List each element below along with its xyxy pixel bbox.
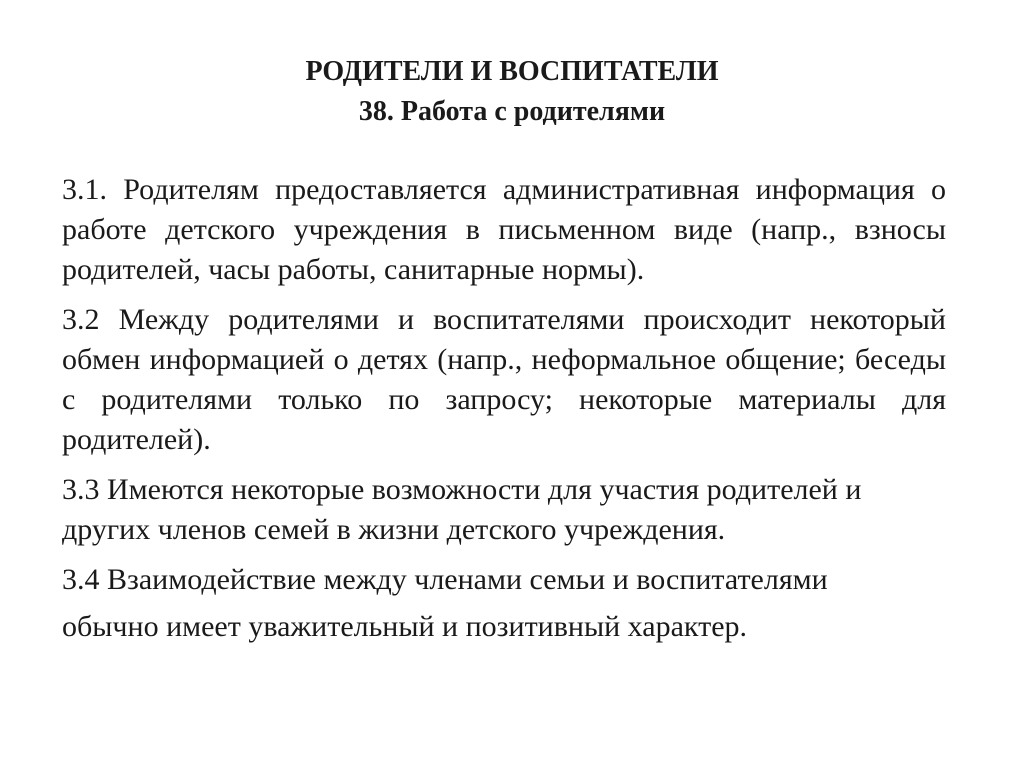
paragraph-3-2: 3.2 Между родителями и воспитателями происходит некоторый обмен информацией о детях (напр., неформальное общение; беседы с родителями только по запросу; некоторые материалы для родителей). — [62, 303, 946, 456]
title-block — [0, 52, 1024, 132]
body-text — [62, 170, 946, 647]
slide-subtitle: 38. Работа с родителями — [358, 96, 666, 127]
paragraph-3-3: 3.3 Имеются некоторые возможности для участия родителей и других членов семей в жизни детского учреждения. — [62, 473, 862, 546]
slide-title: РОДИТЕЛИ И ВОСПИТАТЕЛИ — [305, 56, 719, 87]
paragraph-3-1: 3.1. Родителям предоставляется административная информация о работе детского учреждения в письменном виде (напр., взносы родителей, часы работы, санитарные нормы). — [62, 173, 946, 286]
paragraph-3-4-line1: 3.4 Взаимодействие между членами семьи и воспитателями — [62, 563, 828, 596]
paragraph-3-4 — [62, 560, 946, 647]
paragraph-3-4-line2: обычно имеет уважительный и позитивный характер. — [62, 610, 748, 643]
